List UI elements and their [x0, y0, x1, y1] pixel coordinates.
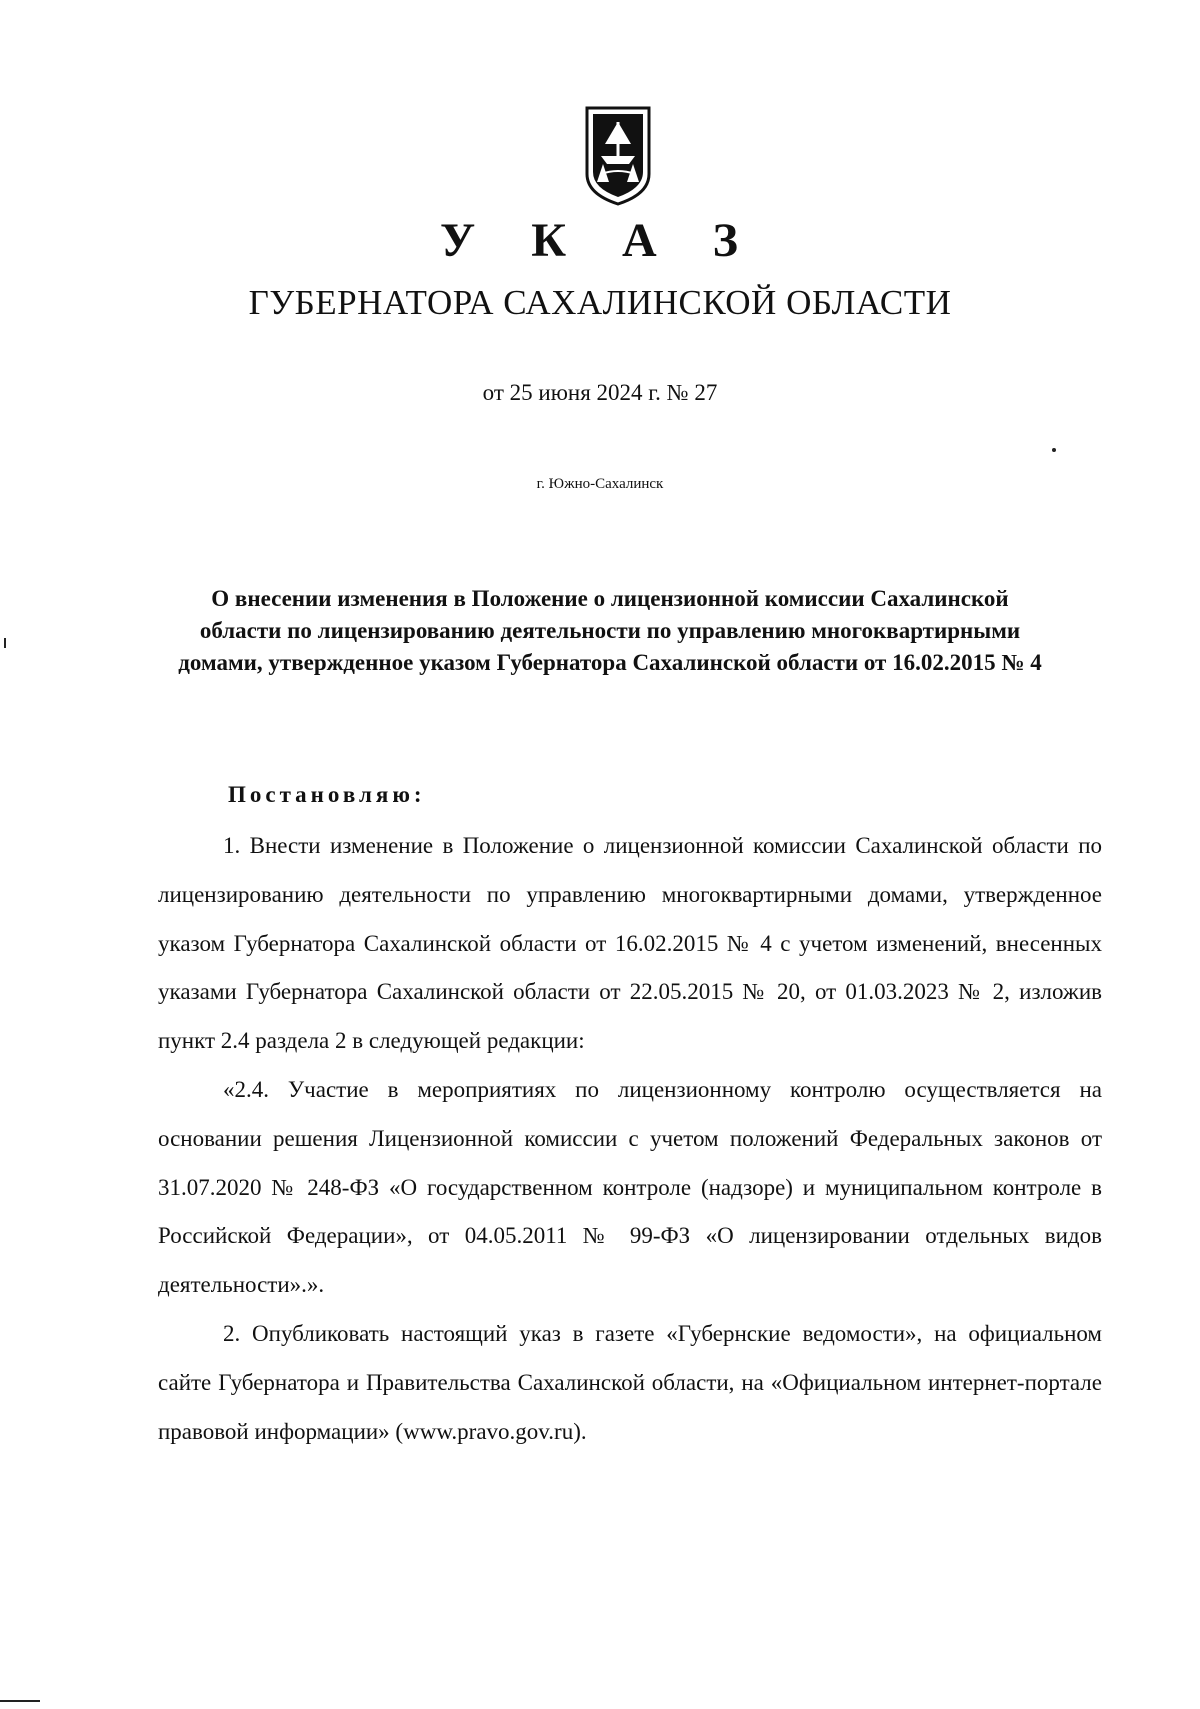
paragraph-3: 2. Опубликовать настоящий указ в газете «Губернские ведомости», на официальном сайте Губернатора и Правительства Сахалинской области, на «Официальном интернет-портале правовой информации» (www.pravo.gov.ru).	[158, 1320, 1102, 1444]
paragraph-1: 1. Внести изменение в Положение о лицензионной комиссии Сахалинской области по лицензированию деятельности по управлению многоквартирными домами, утвержденное указом Губернатора Сахалинской области от 16.02.2015 № 4 с учетом изменений, внесенных указами Губернатора Сахалинской области от 22.05.2015 № 20, от 01.03.2023 № 2, изложив пункт 2.4 раздела 2 в следующей редакции:	[158, 833, 1102, 1054]
city-line: г. Южно-Сахалинск	[536, 476, 664, 492]
paragraph-2: «2.4. Участие в мероприятиях по лицензионному контролю осуществляется на основании решения Лицензионной комиссии с учетом положений Федеральных законов от 31.07.2020 № 248-ФЗ «О государственном контроле (надзоре) и муниципальном контроле в Российской Федерации», от 04.05.2011 № 99-ФЗ «О лицензировании отдельных видов деятельности».».	[158, 1076, 1102, 1298]
coat-of-arms-icon	[583, 104, 653, 206]
issuer-title: ГУБЕРНАТОРА САХАЛИНСКОЙ ОБЛАСТИ	[248, 283, 952, 322]
scan-speck	[0, 1700, 40, 1702]
scan-speck	[4, 638, 6, 648]
document-heading: О внесении изменения в Положение о лицензионной комиссии Сахалинской области по лицензированию деятельности по управлению многоквартирными домами, утвержденное указом Губернатора Сахалинской области от 16.02.2015 № 4	[178, 586, 1042, 675]
date-and-number: от 25 июня 2024 г. № 27	[482, 380, 718, 405]
document-type-title: У К А З	[439, 214, 761, 267]
document-body	[158, 822, 1102, 1456]
resolve-label: Постановляю:	[228, 782, 426, 807]
scan-speck	[1052, 448, 1056, 452]
